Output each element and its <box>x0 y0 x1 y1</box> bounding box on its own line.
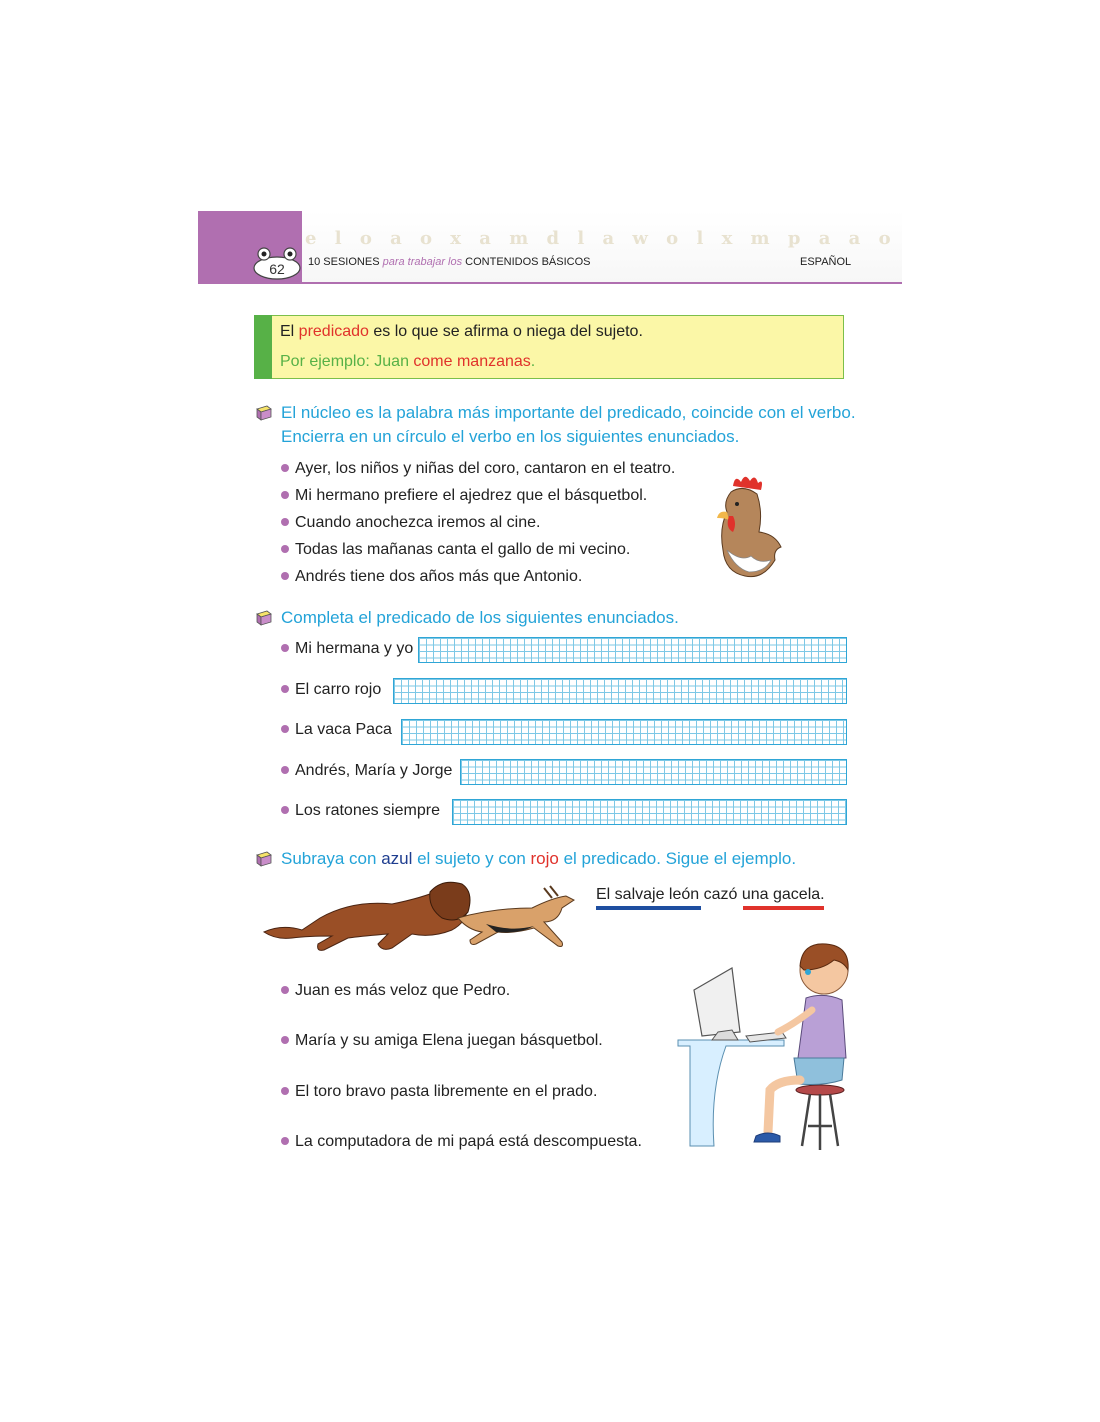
def-highlight-predicado: predicado <box>298 323 369 340</box>
item-text: El carro rojo <box>295 681 382 698</box>
item-text: La vaca Paca <box>295 721 392 738</box>
item-text[interactable]: María y su amiga Elena juegan básquetbol. <box>295 1032 603 1049</box>
bullet-icon <box>281 491 289 499</box>
item-text: Cuando anochezca iremos al cine. <box>295 514 541 531</box>
answer-grid[interactable] <box>452 799 847 825</box>
bullet-icon <box>281 685 289 693</box>
series-title-end: CONTENIDOS BÁSICOS <box>465 256 591 268</box>
example-highlight: come manzanas <box>413 353 531 370</box>
definition-stripe <box>254 315 272 379</box>
example-subject: El salvaje león <box>596 886 700 903</box>
exercise1-instruction-line1: El núcleo es la palabra más importante del predicado, coincide con el verbo. <box>281 403 856 422</box>
definition-example <box>280 353 535 371</box>
predicate-underline-red <box>743 906 824 910</box>
bullet-icon <box>281 766 289 774</box>
exercise1-item <box>281 568 582 586</box>
exercise1-item <box>281 514 540 532</box>
bullet-icon <box>281 725 289 733</box>
bullet-icon <box>281 572 289 580</box>
definition-line1 <box>280 323 643 341</box>
bullet-icon <box>281 1036 289 1044</box>
bullet-icon <box>281 518 289 526</box>
instr-text: el sujeto y con <box>412 849 531 868</box>
instr-text: el predicado. Sigue el ejemplo. <box>558 849 797 868</box>
bullet-icon <box>281 986 289 994</box>
instr-red-word: rojo <box>530 849 559 868</box>
bullet-icon <box>281 464 289 472</box>
exercise3-item <box>281 982 510 1000</box>
bullet-icon <box>281 545 289 553</box>
exercise1-item <box>281 460 675 478</box>
exercise2-item <box>281 640 413 658</box>
answer-grid[interactable] <box>401 719 847 745</box>
item-text[interactable]: Juan es más veloz que Pedro. <box>295 982 511 999</box>
answer-grid[interactable] <box>393 678 847 704</box>
bullet-icon <box>281 1087 289 1095</box>
boy-computer-illustration <box>674 940 854 1154</box>
item-text: Andrés tiene dos años más que Antonio. <box>295 568 583 585</box>
item-text: Mi hermano prefiere el ajedrez que el básquetbol. <box>295 487 648 504</box>
bullet-icon <box>281 644 289 652</box>
answer-grid[interactable] <box>460 759 847 785</box>
exercise1-item <box>281 541 630 559</box>
item-text: Ayer, los niños y niñas del coro, cantaron en el teatro. <box>295 460 676 477</box>
subject-label: ESPAÑOL <box>800 256 852 268</box>
item-text: Los ratones siempre <box>295 802 440 819</box>
exercise2-item <box>281 721 392 739</box>
series-title-start: 10 SESIONES <box>308 256 380 268</box>
def-text: es lo que se afirma o niega del sujeto. <box>368 323 643 340</box>
example-predicate-object: una gacela <box>741 886 821 903</box>
exercise3-instruction <box>281 849 796 869</box>
series-title-mid: para trabajar los <box>382 256 463 268</box>
rooster-illustration <box>715 472 787 582</box>
def-text: El <box>280 323 299 340</box>
header-decorative-letters: e l o a o x a m d l a w o l x m p a a o <box>305 228 897 249</box>
exercise2-instruction: Completa el predicado de los siguientes enunciados. <box>281 608 679 627</box>
example-predicate-verb: cazó <box>699 886 742 903</box>
item-text[interactable]: El toro bravo pasta libremente en el prado. <box>295 1083 598 1100</box>
example-text: Por ejemplo: Juan <box>280 353 414 370</box>
book-icon <box>255 610 273 626</box>
item-text[interactable]: La computadora de mi papá está descompuesta. <box>295 1133 642 1150</box>
example-sentence <box>596 886 825 904</box>
exercise3-item <box>281 1083 597 1101</box>
exercise2-item <box>281 802 440 820</box>
exercise1-instruction-line2: Encierra en un círculo el verbo en los siguientes enunciados. <box>281 427 740 446</box>
exercise3-item <box>281 1032 603 1050</box>
bullet-icon <box>281 806 289 814</box>
answer-grid[interactable] <box>418 637 847 663</box>
exercise3-item <box>281 1133 642 1151</box>
item-text: Andrés, María y Jorge <box>295 762 453 779</box>
book-icon <box>255 851 273 867</box>
series-title <box>308 256 590 268</box>
item-text: Todas las mañanas canta el gallo de mi vecino. <box>295 541 631 558</box>
exercise1-item <box>281 487 647 505</box>
example-period: . <box>820 886 825 903</box>
lion-gazelle-illustration <box>262 878 580 954</box>
exercise2-item <box>281 762 452 780</box>
page-number: 62 <box>269 261 285 277</box>
book-icon <box>255 405 273 421</box>
instr-text: Subraya con <box>281 849 382 868</box>
bullet-icon <box>281 1137 289 1145</box>
exercise2-item <box>281 681 381 699</box>
subject-underline-blue <box>596 906 701 910</box>
instr-blue-word: azul <box>381 849 413 868</box>
example-text: . <box>530 353 536 370</box>
item-text: Mi hermana y yo <box>295 640 414 657</box>
